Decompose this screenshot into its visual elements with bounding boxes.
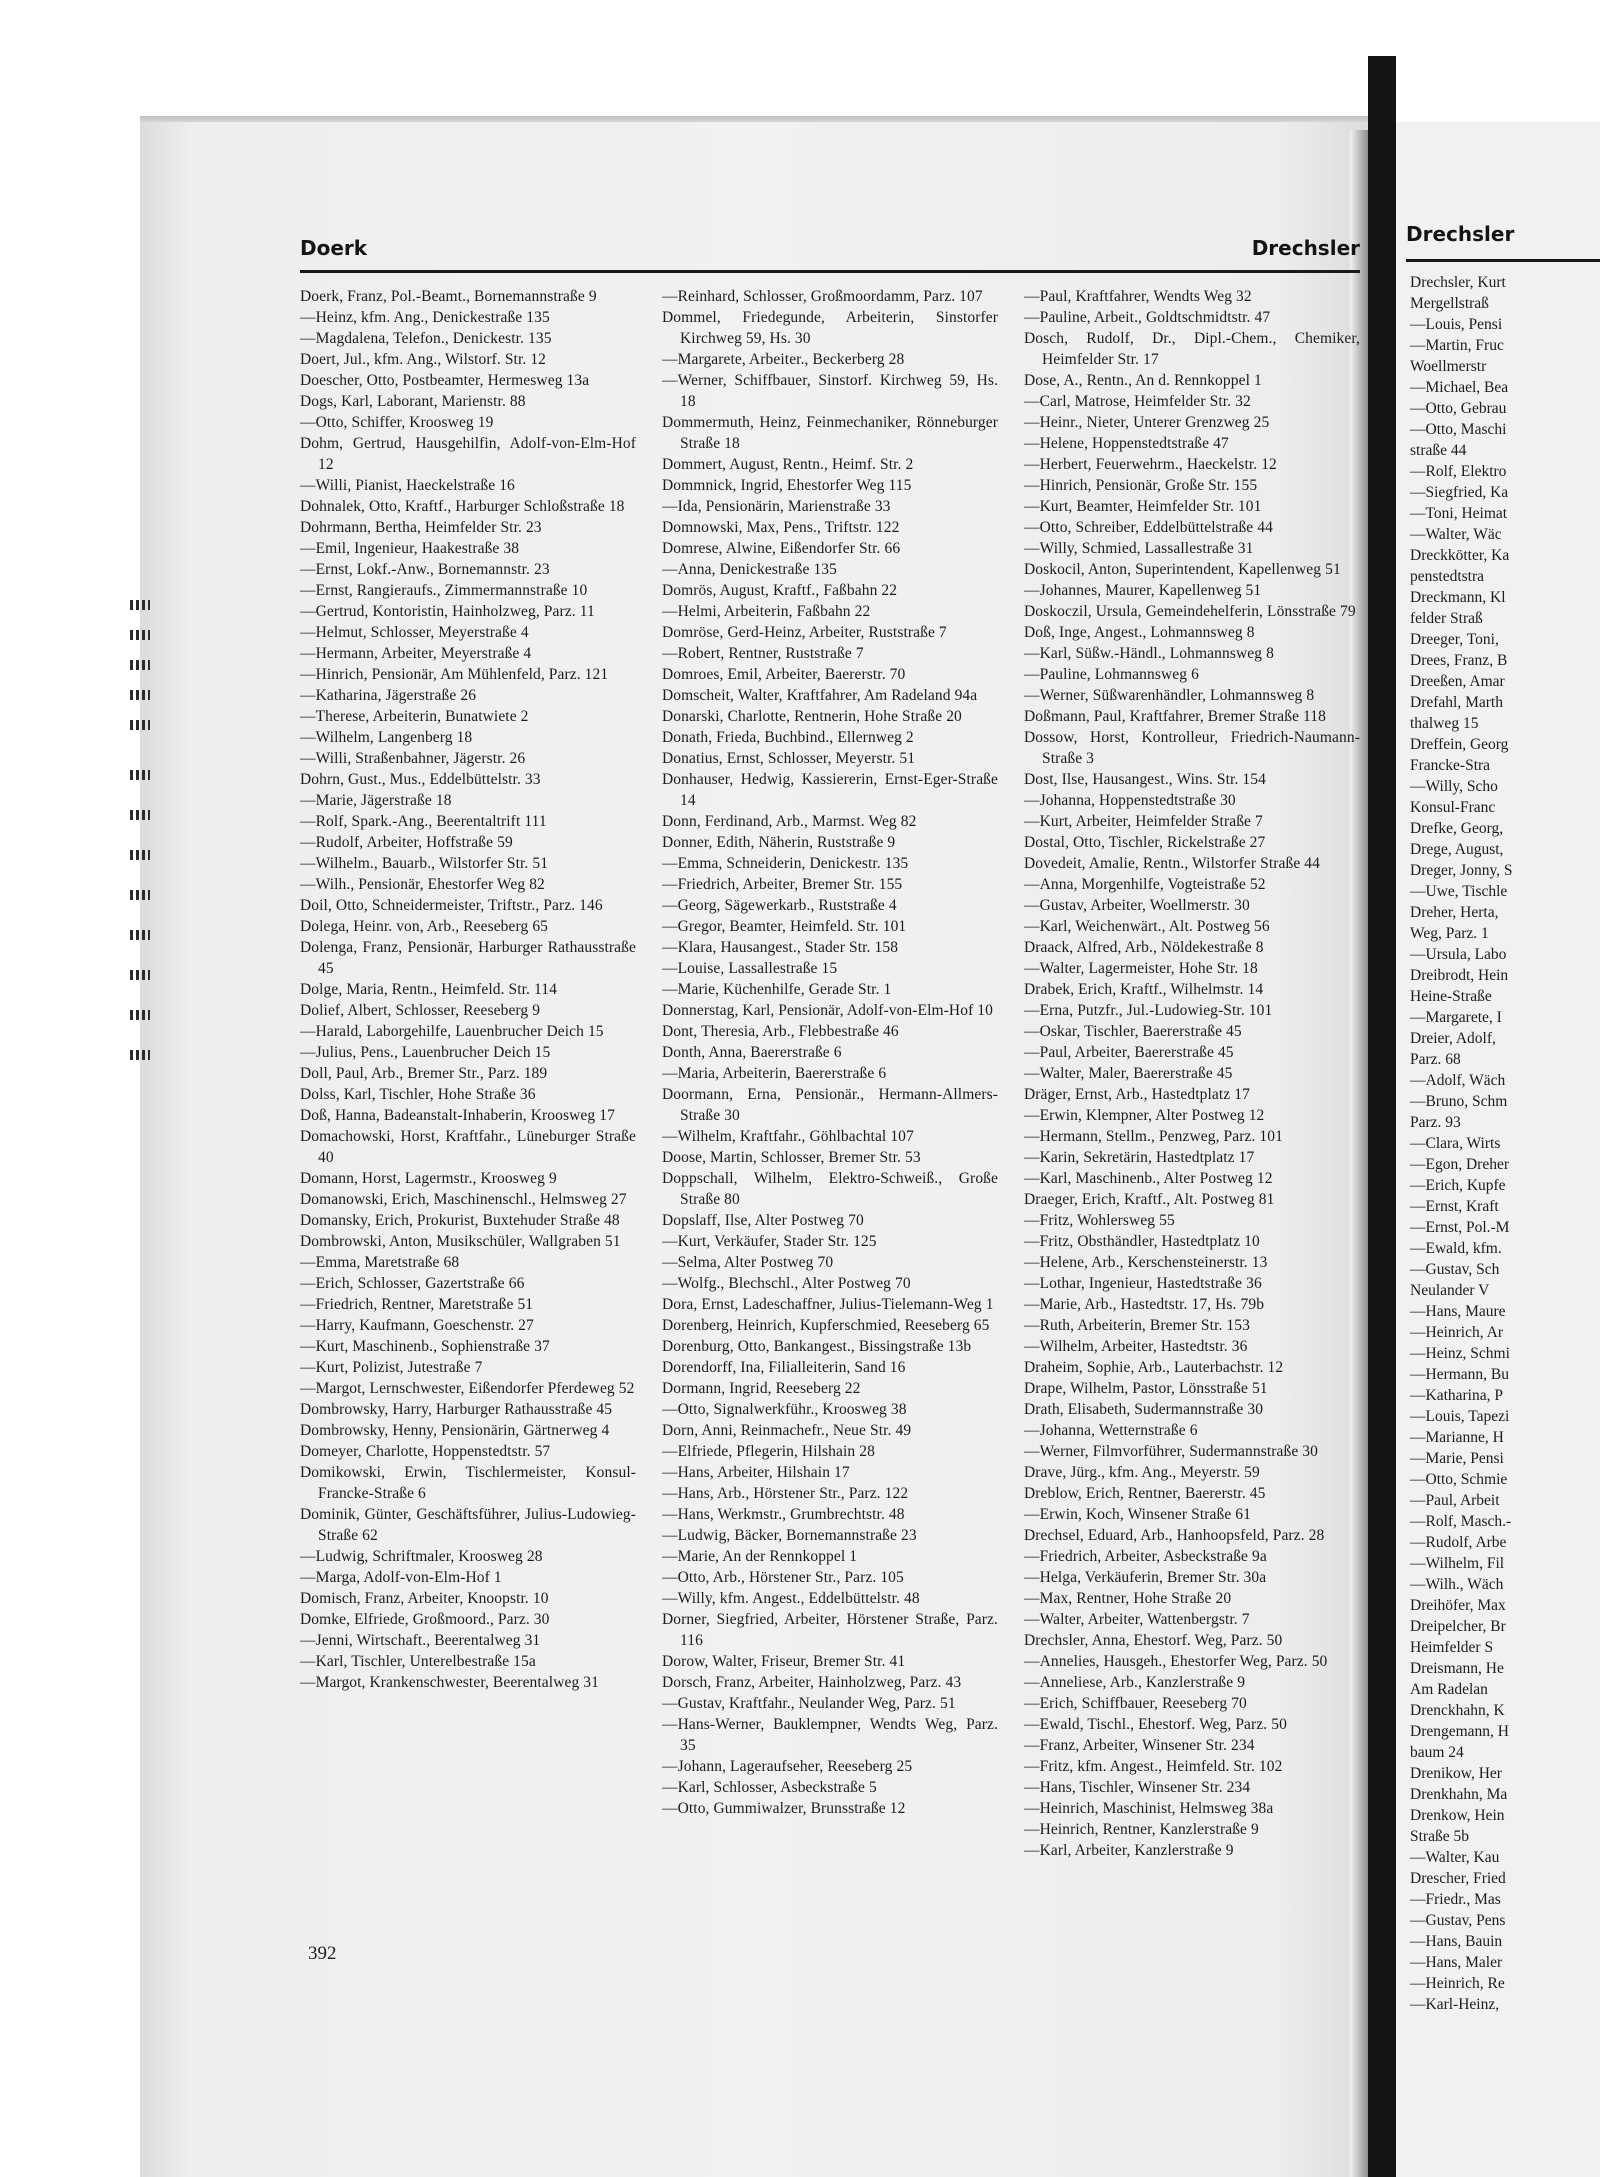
adjacent-entry: straße 44 [1410, 442, 1467, 459]
directory-entry: —Werner, Filmvorführer, Sudermannstraße 30 [1024, 1443, 1318, 1460]
directory-entry: Drabek, Erich, Kraftf., Wilhelmstr. 14 [1024, 981, 1264, 998]
adjacent-entry: —Otto, Schmie [1410, 1471, 1508, 1488]
directory-entry: —Katharina, Jägerstraße 26 [300, 687, 477, 704]
adjacent-entry: Drefahl, Marth [1410, 694, 1503, 711]
directory-entry: —Kurt, Beamter, Heimfelder Str. 101 [1024, 498, 1262, 515]
directory-entry: —Reinhard, Schlosser, Großmoordamm, Parz. 107 [662, 288, 983, 305]
directory-entry: —Karl, Tischler, Unterelbestraße 15a [300, 1653, 536, 1670]
directory-entry: —Helmut, Schlosser, Meyerstraße 4 [300, 624, 529, 641]
adjacent-entry: Straße 5b [1410, 1828, 1469, 1845]
adjacent-entry: —Ursula, Labo [1410, 946, 1507, 963]
adjacent-entry: Mergellstraß [1410, 295, 1489, 312]
directory-entry: —Anna, Denickestraße 135 [662, 561, 837, 578]
directory-entry: Drechsler, Anna, Ehestorf. Weg, Parz. 50 [1024, 1632, 1283, 1649]
adjacent-entry: Drenikow, Her [1410, 1765, 1502, 1782]
directory-entry: —Otto, Gummiwalzer, Brunsstraße 12 [662, 1800, 906, 1817]
directory-entry: Domrös, August, Kraftf., Faßbahn 22 [662, 582, 898, 599]
running-head-adjacent: Drechsler [1406, 222, 1515, 246]
adjacent-entry: penstedtstra [1410, 568, 1485, 585]
adjacent-entry: Dreeßen, Amar [1410, 673, 1505, 690]
adjacent-entry: —Hans, Bauin [1410, 1933, 1503, 1950]
directory-entry: Doose, Martin, Schlosser, Bremer Str. 53 [662, 1149, 921, 1166]
directory-entry: —Hinrich, Pensionär, Große Str. 155 [1024, 477, 1258, 494]
directory-entry: Doescher, Otto, Postbeamter, Hermesweg 13a [300, 372, 590, 389]
directory-entry: Draeger, Erich, Kraftf., Alt. Postweg 81 [1024, 1191, 1275, 1208]
directory-entry: —Otto, Schreiber, Eddelbüttelstraße 44 [1024, 519, 1273, 536]
directory-entry: —Karl, Arbeiter, Kanzlerstraße 9 [1024, 1842, 1234, 1859]
directory-entry: —Wilhelm, Langenberg 18 [300, 729, 473, 746]
adjacent-entry: —Walter, Kau [1410, 1849, 1500, 1866]
adjacent-entry: —Louis, Pensi [1410, 316, 1503, 333]
directory-entry: —Walter, Arbeiter, Wattenbergstr. 7 [1024, 1611, 1250, 1628]
adjacent-entry: Drenkow, Hein [1410, 1807, 1505, 1824]
directory-entry: —Erich, Schlosser, Gazertstraße 66 [300, 1275, 525, 1292]
directory-entry: Doßmann, Paul, Kraftfahrer, Bremer Straße 118 [1024, 708, 1327, 725]
adjacent-entry: —Gustav, Pens [1410, 1912, 1506, 1929]
directory-entry: Dorendorff, Ina, Filialleiterin, Sand 16 [662, 1359, 906, 1376]
directory-entry: Donth, Anna, Baererstraße 6 [662, 1044, 842, 1061]
directory-entry: —Erwin, Klempner, Alter Postweg 12 [1024, 1107, 1265, 1124]
directory-entry: Dose, A., Rentn., An d. Rennkoppel 1 [1024, 372, 1262, 389]
directory-entry: Dommel, Friedegunde, Arbeiterin, Sinstorfer Kirchweg 59, Hs. 30 [662, 309, 998, 347]
directory-entry: Doert, Jul., kfm. Ang., Wilstorf. Str. 12 [300, 351, 547, 368]
adjacent-entry: Parz. 93 [1410, 1114, 1461, 1131]
directory-entry: —Karl, Maschinenb., Alter Postweg 12 [1024, 1170, 1273, 1187]
directory-entry: Dosch, Rudolf, Dr., Dipl.-Chem., Chemiker, Heimfelder Str. 17 [1024, 330, 1360, 368]
adjacent-entry: Am Radelan [1410, 1681, 1488, 1698]
directory-entry: Dorow, Walter, Friseur, Bremer Str. 41 [662, 1653, 906, 1670]
directory-entry: Dohnalek, Otto, Kraftf., Harburger Schloßstraße 18 [300, 498, 625, 515]
adjacent-entry: —Heinz, Schmi [1410, 1345, 1510, 1362]
directory-entry: —Max, Rentner, Hohe Straße 20 [1024, 1590, 1232, 1607]
adjacent-entry: —Hans, Maler [1410, 1954, 1503, 1971]
directory-entry: —Ruth, Arbeiterin, Bremer Str. 153 [1024, 1317, 1250, 1334]
directory-entry: —Erwin, Koch, Winsener Straße 61 [1024, 1506, 1251, 1523]
directory-entry: —Wilhelm., Bauarb., Wilstorfer Str. 51 [300, 855, 549, 872]
adjacent-entry: Heine-Straße [1410, 988, 1492, 1005]
directory-entry: Dormann, Ingrid, Reeseberg 22 [662, 1380, 861, 1397]
directory-entry: —Helga, Verkäuferin, Bremer Str. 30a [1024, 1569, 1267, 1586]
directory-entry: —Kurt, Verkäufer, Stader Str. 125 [662, 1233, 877, 1250]
directory-entry: —Pauline, Lohmannsweg 6 [1024, 666, 1199, 683]
adjacent-entry: Drees, Franz, B [1410, 652, 1508, 669]
directory-entry: —Otto, Schiffer, Kroosweg 19 [300, 414, 494, 431]
directory-entry: —Lothar, Ingenieur, Hastedtstraße 36 [1024, 1275, 1262, 1292]
directory-entry: —Erna, Putzfr., Jul.-Ludowieg-Str. 101 [1024, 1002, 1273, 1019]
directory-entry: Dombrowski, Anton, Musikschüler, Wallgraben 51 [300, 1233, 621, 1250]
directory-entry: Doppschall, Wilhelm, Elektro-Schweiß., Große Straße 80 [662, 1170, 998, 1208]
directory-entry: —Kurt, Arbeiter, Heimfelder Straße 7 [1024, 813, 1263, 830]
directory-entry: Donnerstag, Karl, Pensionär, Adolf-von-Elm-Hof 10 [662, 1002, 994, 1019]
adjacent-entry: Parz. 68 [1410, 1051, 1461, 1068]
directory-entry: —Ludwig, Schriftmaler, Kroosweg 28 [300, 1548, 543, 1565]
directory-entry: —Willy, Schmied, Lassallestraße 31 [1024, 540, 1254, 557]
directory-entry: —Otto, Arb., Hörstener Str., Parz. 105 [662, 1569, 904, 1586]
adjacent-entry: —Toni, Heimat [1410, 505, 1508, 522]
directory-entry: —Maria, Arbeiterin, Baererstraße 6 [662, 1065, 887, 1082]
directory-entry: —Emma, Maretstraße 68 [300, 1254, 460, 1271]
directory-entry: Dostal, Otto, Tischler, Rickelstraße 27 [1024, 834, 1266, 851]
directory-entry: Dombrowsky, Harry, Harburger Rathausstraße 45 [300, 1401, 613, 1418]
directory-entry: —Pauline, Arbeit., Goldtschmidtstr. 47 [1024, 309, 1271, 326]
directory-entry: —Walter, Lagermeister, Hohe Str. 18 [1024, 960, 1258, 977]
directory-entry: Dohm, Gertrud, Hausgehilfin, Adolf-von-Elm-Hof 12 [300, 435, 636, 473]
adjacent-entry: —Friedr., Mas [1410, 1891, 1501, 1908]
directory-entry: Dolss, Karl, Tischler, Hohe Straße 36 [300, 1086, 536, 1103]
directory-entry: Donhauser, Hedwig, Kassiererin, Ernst-Eger-Straße 14 [662, 771, 998, 809]
adjacent-entry: —Louis, Tapezi [1410, 1408, 1510, 1425]
running-head-left: Doerk [300, 236, 368, 260]
adjacent-entry: Drefke, Georg, [1410, 820, 1504, 837]
directory-entry: Donath, Frieda, Buchbind., Ellernweg 2 [662, 729, 914, 746]
directory-entry: —Friedrich, Rentner, Maretstraße 51 [300, 1296, 534, 1313]
directory-entry: Donner, Edith, Näherin, Ruststraße 9 [662, 834, 896, 851]
directory-entry: Domisch, Franz, Arbeiter, Knoopstr. 10 [300, 1590, 549, 1607]
directory-entry: —Klara, Hausangest., Stader Str. 158 [662, 939, 899, 956]
directory-entry: Dogs, Karl, Laborant, Marienstr. 88 [300, 393, 526, 410]
directory-entry: —Franz, Arbeiter, Winsener Str. 234 [1024, 1737, 1255, 1754]
directory-entry: Dorenberg, Heinrich, Kupferschmied, Reeseberg 65 [662, 1317, 990, 1334]
directory-entry: Dopslaff, Ilse, Alter Postweg 70 [662, 1212, 864, 1229]
directory-entry: —Harry, Kaufmann, Goeschenstr. 27 [300, 1317, 534, 1334]
adjacent-entry: —Marianne, H [1410, 1429, 1504, 1446]
directory-entry: —Oskar, Tischler, Baererstraße 45 [1024, 1023, 1242, 1040]
directory-entry: —Wolfg., Blechschl., Alter Postweg 70 [662, 1275, 911, 1292]
directory-entry: Dominik, Günter, Geschäftsführer, Julius-Ludowieg-Straße 62 [300, 1506, 636, 1544]
adjacent-entry: —Wilhelm, Fil [1410, 1555, 1505, 1572]
adjacent-entry: Drege, August, [1410, 841, 1504, 858]
directory-entry: Domansky, Erich, Prokurist, Buxtehuder Straße 48 [300, 1212, 620, 1229]
directory-entry: —Marie, An der Rennkoppel 1 [662, 1548, 858, 1565]
directory-entry: —Johannes, Maurer, Kapellenweg 51 [1024, 582, 1262, 599]
directory-page-392 [300, 236, 1360, 1976]
directory-entry: Domke, Elfriede, Großmoord., Parz. 30 [300, 1611, 550, 1628]
directory-entry: Drape, Wilhelm, Pastor, Lönsstraße 51 [1024, 1380, 1268, 1397]
directory-entry: —Ernst, Lokf.-Anw., Bornemannstr. 23 [300, 561, 550, 578]
adjacent-entry: —Heinrich, Ar [1410, 1324, 1503, 1341]
directory-entry: —Harald, Laborgehilfe, Lauenbrucher Deich 15 [300, 1023, 604, 1040]
directory-entry: —Wilhelm, Arbeiter, Hastedtstr. 36 [1024, 1338, 1248, 1355]
directory-entry: —Werner, Schiffbauer, Sinstorf. Kirchweg 59, Hs. 18 [662, 372, 998, 410]
directory-entry: —Annelies, Hausgeh., Ehestorfer Weg, Parz. 50 [1024, 1653, 1328, 1670]
directory-entry: —Willi, Pianist, Haeckelstraße 16 [300, 477, 515, 494]
directory-entry: —Carl, Matrose, Heimfelder Str. 32 [1024, 393, 1251, 410]
directory-entry: —Hinrich, Pensionär, Am Mühlenfeld, Parz. 121 [300, 666, 609, 683]
directory-entry: Domeyer, Charlotte, Hoppenstedtstr. 57 [300, 1443, 551, 1460]
directory-entry: —Friedrich, Arbeiter, Asbeckstraße 9a [1024, 1548, 1267, 1565]
directory-entry: Dohrn, Gust., Mus., Eddelbüttelstr. 33 [300, 771, 541, 788]
column-2 [662, 286, 998, 1966]
directory-entry: Draack, Alfred, Arb., Nöldekestraße 8 [1024, 939, 1264, 956]
adjacent-entry: —Martin, Fruc [1410, 337, 1504, 354]
directory-entry: —Emma, Schneiderin, Denickestr. 135 [662, 855, 909, 872]
directory-entry: —Karl, Süßw.-Händl., Lohmannsweg 8 [1024, 645, 1274, 662]
directory-entry: —Fritz, Wohlersweg 55 [1024, 1212, 1175, 1229]
directory-entry: —Kurt, Maschinenb., Sophienstraße 37 [300, 1338, 550, 1355]
directory-entry: Dossow, Horst, Kontrolleur, Friedrich-Naumann-Straße 3 [1024, 729, 1360, 767]
adjacent-entry: —Erich, Kupfe [1410, 1177, 1506, 1194]
directory-entry: —Hans-Werner, Bauklempner, Wendts Weg, Parz. 35 [662, 1716, 998, 1754]
adjacent-entry: Dreihöfer, Max [1410, 1597, 1506, 1614]
directory-entry: —Karl, Weichenwärt., Alt. Postweg 56 [1024, 918, 1270, 935]
adjacent-entry: Dreger, Jonny, S [1410, 862, 1513, 879]
adjacent-entry: Drenckhahn, K [1410, 1702, 1505, 1719]
adjacent-entry: thalweg 15 [1410, 715, 1479, 732]
adjacent-entry: Drenkhahn, Ma [1410, 1786, 1508, 1803]
directory-entry: Domikowski, Erwin, Tischlermeister, Konsul-Francke-Straße 6 [300, 1464, 636, 1502]
directory-entry: —Marga, Adolf-von-Elm-Hof 1 [300, 1569, 502, 1586]
column-3 [1024, 286, 1360, 1966]
directory-entry: —Paul, Kraftfahrer, Wendts Weg 32 [1024, 288, 1252, 305]
adjacent-entry: —Katharina, P [1410, 1387, 1503, 1404]
adjacent-entry: —Adolf, Wäch [1410, 1072, 1506, 1089]
directory-entry: —Johanna, Wetternstraße 6 [1024, 1422, 1198, 1439]
directory-entry: Domanowski, Erich, Maschinenschl., Helmsweg 27 [300, 1191, 627, 1208]
directory-entry: —Ernst, Rangieraufs., Zimmermannstraße 10 [300, 582, 588, 599]
header-rule [300, 270, 1360, 273]
directory-entry: Dolief, Albert, Schlosser, Reeseberg 9 [300, 1002, 541, 1019]
directory-entry: —Ewald, Tischl., Ehestorf. Weg, Parz. 50 [1024, 1716, 1287, 1733]
adjacent-entry: —Michael, Bea [1410, 379, 1509, 396]
adjacent-entry: Dreibrodt, Hein [1410, 967, 1509, 984]
adjacent-entry: —Otto, Gebrau [1410, 400, 1507, 417]
book-gutter [1368, 56, 1396, 2177]
directory-entry: Dorner, Siegfried, Arbeiter, Hörstener Straße, Parz. 116 [662, 1611, 998, 1649]
adjacent-entry: Dreher, Herta, [1410, 904, 1499, 921]
adjacent-entry: —Margarete, I [1410, 1009, 1502, 1026]
adjacent-entry: —Ewald, kfm. [1410, 1240, 1502, 1257]
directory-entry: Domrese, Alwine, Eißendorfer Str. 66 [662, 540, 901, 557]
directory-entry: —Emil, Ingenieur, Haakestraße 38 [300, 540, 520, 557]
adjacent-entry: Konsul-Franc [1410, 799, 1496, 816]
adjacent-entry: Francke-Stra [1410, 757, 1491, 774]
directory-entry: —Ida, Pensionärin, Marienstraße 33 [662, 498, 891, 515]
adjacent-entry: baum 24 [1410, 1744, 1464, 1761]
directory-entry: Dolge, Maria, Rentn., Heimfeld. Str. 114 [300, 981, 557, 998]
directory-entry: —Heinz, kfm. Ang., Denickestraße 135 [300, 309, 550, 326]
adjacent-entry: Drescher, Fried [1410, 1870, 1506, 1887]
adjacent-entry: Neulander V [1410, 1282, 1490, 1299]
directory-entry: —Willi, Straßenbahner, Jägerstr. 26 [300, 750, 526, 767]
directory-entry: —Louise, Lassallestraße 15 [662, 960, 838, 977]
margin-marks [130, 590, 156, 1090]
directory-entry: —Helene, Arb., Kerschensteinerstr. 13 [1024, 1254, 1268, 1271]
adjacent-entry: —Hans, Maure [1410, 1303, 1506, 1320]
directory-entry: —Julius, Pens., Lauenbrucher Deich 15 [300, 1044, 551, 1061]
adjacent-entry: Dreffein, Georg [1410, 736, 1509, 753]
adjacent-entry: Dreismann, He [1410, 1660, 1504, 1677]
directory-entry: Domachowski, Horst, Kraftfahr., Lüneburger Straße 40 [300, 1128, 636, 1166]
directory-entry: —Otto, Signalwerkführ., Kroosweg 38 [662, 1401, 907, 1418]
directory-entry: Dolenga, Franz, Pensionär, Harburger Rathausstraße 45 [300, 939, 636, 977]
directory-entry: —Georg, Sägewerkarb., Ruststraße 4 [662, 897, 897, 914]
adjacent-page-fragment [1396, 122, 1600, 2177]
directory-entry: Dorenburg, Otto, Bankangest., Bissingstraße 13b [662, 1338, 972, 1355]
column-1 [300, 286, 636, 1966]
adjacent-entry: —Marie, Pensi [1410, 1450, 1504, 1467]
adjacent-entry: Dreeger, Toni, [1410, 631, 1499, 648]
directory-entry: —Gregor, Beamter, Heimfeld. Str. 101 [662, 918, 907, 935]
directory-entry: Drave, Jürg., kfm. Ang., Meyerstr. 59 [1024, 1464, 1260, 1481]
adjacent-entry: —Rudolf, Arbe [1410, 1534, 1507, 1551]
adjacent-entry: —Willy, Scho [1410, 778, 1498, 795]
directory-entry: —Margot, Krankenschwester, Beerentalweg 31 [300, 1674, 599, 1691]
directory-entry: —Herbert, Feuerwehrm., Haeckelstr. 12 [1024, 456, 1277, 473]
directory-entry: —Walter, Maler, Baererstraße 45 [1024, 1065, 1233, 1082]
directory-entry: —Magdalena, Telefon., Denickestr. 135 [300, 330, 552, 347]
directory-entry: —Kurt, Polizist, Jutestraße 7 [300, 1359, 483, 1376]
directory-entry: —Fritz, kfm. Angest., Heimfeld. Str. 102 [1024, 1758, 1283, 1775]
adjacent-entry: —Karl-Heinz, [1410, 1996, 1500, 2013]
adjacent-entry: —Ernst, Kraft [1410, 1198, 1499, 1215]
directory-entry: —Paul, Arbeiter, Baererstraße 45 [1024, 1044, 1234, 1061]
directory-entry: Dolega, Heinr. von, Arb., Reeseberg 65 [300, 918, 549, 935]
directory-entry: Doil, Otto, Schneidermeister, Triftstr., Parz. 146 [300, 897, 603, 914]
directory-entry: —Selma, Alter Postweg 70 [662, 1254, 834, 1271]
adjacent-entry: Woellmerstr [1410, 358, 1487, 375]
directory-entry: Dorn, Anni, Reinmachefr., Neue Str. 49 [662, 1422, 912, 1439]
directory-entry: —Gustav, Arbeiter, Woellmerstr. 30 [1024, 897, 1250, 914]
directory-entry: —Jenni, Wirtschaft., Beerentalweg 31 [300, 1632, 541, 1649]
running-head-right: Drechsler [1251, 236, 1360, 260]
directory-entry: Donarski, Charlotte, Rentnerin, Hohe Straße 20 [662, 708, 962, 725]
directory-entry: —Karl, Schlosser, Asbeckstraße 5 [662, 1779, 877, 1796]
adjacent-entry: —Bruno, Schm [1410, 1093, 1508, 1110]
adjacent-entry: Heimfelder S [1410, 1639, 1494, 1656]
directory-entry: —Wilh., Pensionär, Ehestorfer Weg 82 [300, 876, 545, 893]
directory-entry: —Erich, Schiffbauer, Reeseberg 70 [1024, 1695, 1247, 1712]
adjacent-entry: —Hermann, Bu [1410, 1366, 1510, 1383]
directory-entry: —Wilhelm, Kraftfahr., Göhlbachtal 107 [662, 1128, 914, 1145]
directory-entry: —Anna, Morgenhilfe, Vogteistraße 52 [1024, 876, 1266, 893]
directory-entry: Dommert, August, Rentn., Heimf. Str. 2 [662, 456, 914, 473]
directory-entry: —Elfriede, Pflegerin, Hilshain 28 [662, 1443, 875, 1460]
adjacent-entry: —Gustav, Sch [1410, 1261, 1500, 1278]
directory-entry: Draheim, Sophie, Arb., Lauterbachstr. 12 [1024, 1359, 1284, 1376]
directory-entry: Drechsel, Eduard, Arb., Hanhoopsfeld, Parz. 28 [1024, 1527, 1325, 1544]
directory-entry: Doß, Inge, Angest., Lohmannsweg 8 [1024, 624, 1255, 641]
adjacent-entry: —Siegfried, Ka [1410, 484, 1509, 501]
directory-entry: —Werner, Süßwarenhändler, Lohmannsweg 8 [1024, 687, 1315, 704]
directory-entry: —Rudolf, Arbeiter, Hoffstraße 59 [300, 834, 513, 851]
adjacent-entry: —Heinrich, Re [1410, 1975, 1505, 1992]
adjacent-entry: Dreckmann, Kl [1410, 589, 1506, 606]
adjacent-entry: Drechsler, Kurt [1410, 274, 1506, 291]
directory-entry: —Rolf, Spark.-Ang., Beerentaltrift 111 [300, 813, 547, 830]
directory-entry: Doll, Paul, Arb., Bremer Str., Parz. 189 [300, 1065, 548, 1082]
directory-entry: —Johann, Lageraufseher, Reeseberg 25 [662, 1758, 913, 1775]
directory-entry: —Friedrich, Arbeiter, Bremer Str. 155 [662, 876, 903, 893]
directory-entry: —Helmi, Arbeiterin, Faßbahn 22 [662, 603, 871, 620]
directory-entry: —Hans, Arbeiter, Hilshain 17 [662, 1464, 850, 1481]
adjacent-entry: —Clara, Wirts [1410, 1135, 1501, 1152]
directory-entry: Dorsch, Franz, Arbeiter, Hainholzweg, Parz. 43 [662, 1674, 962, 1691]
directory-entry: Dovedeit, Amalie, Rentn., Wilstorfer Straße 44 [1024, 855, 1320, 872]
directory-entry: —Johanna, Hoppenstedtstraße 30 [1024, 792, 1236, 809]
directory-entry: —Margot, Lernschwester, Eißendorfer Pferdeweg 52 [300, 1380, 635, 1397]
directory-entry: —Marie, Küchenhilfe, Gerade Str. 1 [662, 981, 892, 998]
adjacent-column [1410, 272, 1600, 2015]
directory-entry: —Fritz, Obsthändler, Hastedtplatz 10 [1024, 1233, 1260, 1250]
directory-entry: Domroes, Emil, Arbeiter, Baererstr. 70 [662, 666, 906, 683]
adjacent-entry: —Rolf, Masch.- [1410, 1513, 1512, 1530]
directory-entry: Dommnick, Ingrid, Ehestorfer Weg 115 [662, 477, 912, 494]
directory-entry: —Hans, Werkmstr., Grumbrechtstr. 48 [662, 1506, 905, 1523]
adjacent-entry: Dreckkötter, Ka [1410, 547, 1510, 564]
directory-entry: —Hans, Tischler, Winsener Str. 234 [1024, 1779, 1251, 1796]
directory-entry: —Anneliese, Arb., Kanzlerstraße 9 [1024, 1674, 1246, 1691]
adjacent-entry: —Egon, Dreher [1410, 1156, 1509, 1173]
directory-entry: —Therese, Arbeiterin, Bunatwiete 2 [300, 708, 529, 725]
directory-entry: Donn, Ferdinand, Arb., Marmst. Weg 82 [662, 813, 917, 830]
directory-entry: Doerk, Franz, Pol.-Beamt., Bornemannstraße 9 [300, 288, 597, 305]
directory-entry: Domröse, Gerd-Heinz, Arbeiter, Ruststraße 7 [662, 624, 947, 641]
page-number: 392 [308, 1943, 337, 1964]
directory-entry: —Ludwig, Bäcker, Bornemannstraße 23 [662, 1527, 917, 1544]
adjacent-entry: —Walter, Wäc [1410, 526, 1502, 543]
directory-entry: Dräger, Ernst, Arb., Hastedtplatz 17 [1024, 1086, 1250, 1103]
adjacent-entry: —Rolf, Elektro [1410, 463, 1507, 480]
directory-columns [300, 286, 1360, 1966]
adjacent-entry: Weg, Parz. 1 [1410, 925, 1489, 942]
directory-entry: —Willy, kfm. Angest., Eddelbüttelstr. 48 [662, 1590, 920, 1607]
adjacent-entry: —Otto, Maschi [1410, 421, 1507, 438]
adjacent-entry: Dreipelcher, Br [1410, 1618, 1506, 1635]
directory-entry: —Marie, Jägerstraße 18 [300, 792, 452, 809]
directory-entry: —Karin, Sekretärin, Hastedtplatz 17 [1024, 1149, 1255, 1166]
directory-entry: Domscheit, Walter, Kraftfahrer, Am Radeland 94a [662, 687, 978, 704]
adjacent-entry: Drengemann, H [1410, 1723, 1509, 1740]
directory-entry: —Helene, Hoppenstedtstraße 47 [1024, 435, 1229, 452]
directory-entry: —Robert, Rentner, Ruststraße 7 [662, 645, 864, 662]
directory-entry: Domnowski, Max, Pens., Triftstr. 122 [662, 519, 900, 536]
directory-entry: —Heinrich, Maschinist, Helmsweg 38a [1024, 1800, 1274, 1817]
directory-entry: Dommermuth, Heinz, Feinmechaniker, Rönneburger Straße 18 [662, 414, 998, 452]
adjacent-entry: —Wilh., Wäch [1410, 1576, 1504, 1593]
directory-entry: —Marie, Arb., Hastedtstr. 17, Hs. 79b [1024, 1296, 1265, 1313]
directory-entry: Dont, Theresia, Arb., Flebbestraße 46 [662, 1023, 899, 1040]
adjacent-entry: Dreier, Adolf, [1410, 1030, 1496, 1047]
directory-entry: Doormann, Erna, Pensionär., Hermann-Allmers-Straße 30 [662, 1086, 998, 1124]
adjacent-entry: —Ernst, Pol.-M [1410, 1219, 1510, 1236]
adjacent-header-rule [1406, 259, 1600, 262]
directory-entry: Drath, Elisabeth, Sudermannstraße 30 [1024, 1401, 1264, 1418]
directory-entry: —Gustav, Kraftfahr., Neulander Weg, Parz. 51 [662, 1695, 956, 1712]
adjacent-entry: felder Straß [1410, 610, 1483, 627]
directory-entry: Doß, Hanna, Badeanstalt-Inhaberin, Kroosweg 17 [300, 1107, 615, 1124]
directory-entry: —Hermann, Stellm., Penzweg, Parz. 101 [1024, 1128, 1283, 1145]
directory-entry: —Heinr., Nieter, Unterer Grenzweg 25 [1024, 414, 1270, 431]
directory-entry: —Hermann, Arbeiter, Meyerstraße 4 [300, 645, 532, 662]
directory-entry: —Gertrud, Kontoristin, Hainholzweg, Parz. 11 [300, 603, 595, 620]
directory-entry: Dost, Ilse, Hausangest., Wins. Str. 154 [1024, 771, 1266, 788]
adjacent-entry: —Paul, Arbeit [1410, 1492, 1500, 1509]
adjacent-entry: —Uwe, Tischle [1410, 883, 1508, 900]
directory-entry: —Heinrich, Rentner, Kanzlerstraße 9 [1024, 1821, 1259, 1838]
directory-entry: Doskoczil, Ursula, Gemeindehelferin, Lönsstraße 79 [1024, 603, 1356, 620]
directory-entry: Dohrmann, Bertha, Heimfelder Str. 23 [300, 519, 542, 536]
directory-entry: Dreblow, Erich, Rentner, Baererstr. 45 [1024, 1485, 1266, 1502]
directory-entry: —Margarete, Arbeiter., Beckerberg 28 [662, 351, 905, 368]
directory-entry: Dombrowsky, Henny, Pensionärin, Gärtnerweg 4 [300, 1422, 610, 1439]
directory-entry: Donatius, Ernst, Schlosser, Meyerstr. 51 [662, 750, 916, 767]
directory-entry: —Hans, Arb., Hörstener Str., Parz. 122 [662, 1485, 909, 1502]
directory-entry: Dora, Ernst, Ladeschaffner, Julius-Tielemann-Weg 1 [662, 1296, 994, 1313]
directory-entry: Domann, Horst, Lagermstr., Kroosweg 9 [300, 1170, 557, 1187]
directory-entry: Doskocil, Anton, Superintendent, Kapellenweg 51 [1024, 561, 1341, 578]
